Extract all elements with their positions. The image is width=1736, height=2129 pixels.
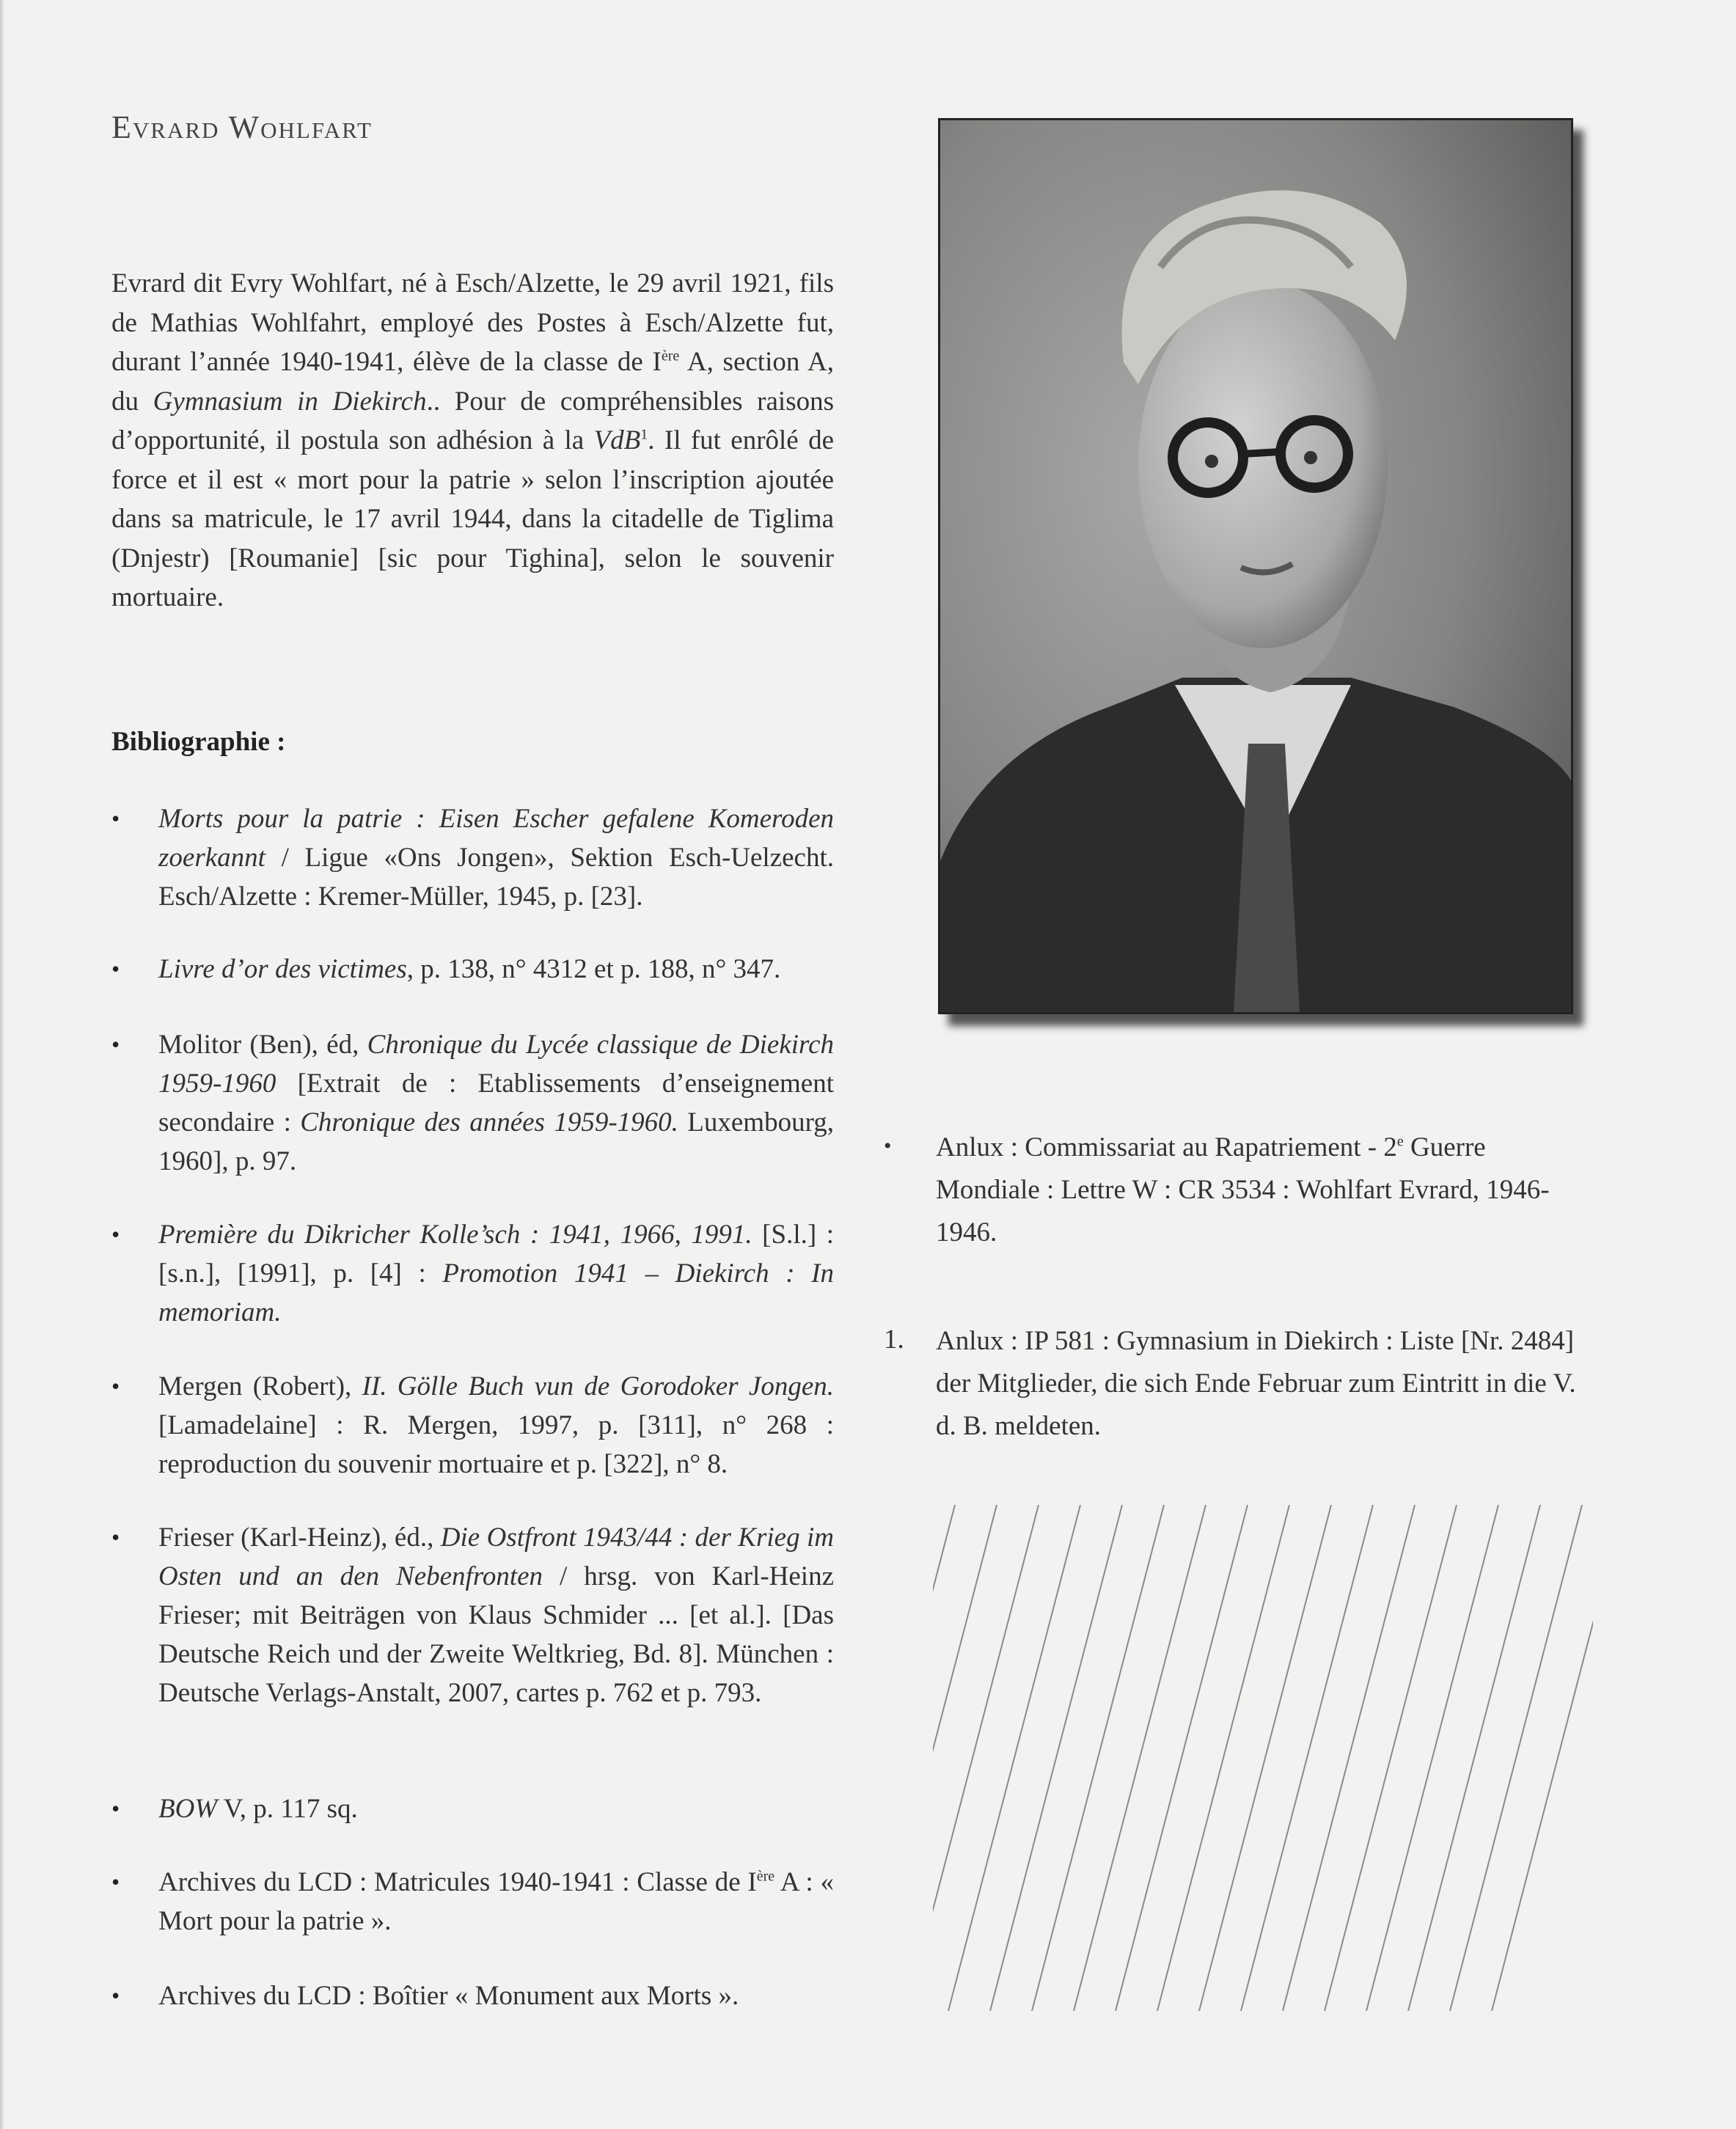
- italic-text: Chronique du Lycée classique de Diekirch 1959-1960: [158, 1030, 834, 1099]
- bullet-icon: •: [111, 805, 120, 832]
- hatch-line: [1116, 1505, 1248, 2011]
- italic-text: Gymnasium in Diekirch: [153, 386, 427, 417]
- hatch-line: [933, 1505, 1039, 2011]
- text-segment: [Lamadelaine] : R. Mergen, 1997, p. [311], n° 268 : reproduction du souvenir mortuaire et p. [322], n° 8.: [158, 1410, 834, 1479]
- hatch-line: [948, 1505, 1080, 2011]
- hatch-line: [1450, 1505, 1582, 2011]
- text-segment: Evrard dit Evry Wohlfart, né à Esch/Alzette, le 29 avril 1921, fils de Mathias Wohlfahrt, employé des Postes à Esch/Alzette fut, durant l’année 1940-1941, élève de la classe de I: [111, 268, 834, 377]
- hatch-line: [933, 1505, 955, 2011]
- footnote-text: [936, 1320, 1593, 1448]
- text-segment: Luxembourg, 1960], p. 97.: [158, 1107, 834, 1176]
- page-title: Evrard Wohlfart: [111, 109, 373, 145]
- text-segment: Archives du LCD : Boîtier « Monument aux Morts ».: [158, 1981, 739, 2011]
- text-segment: A, section A, du: [111, 347, 834, 417]
- bibliography-entry: [158, 1976, 834, 2015]
- text-segment: . Il fut enrôlé de force et il est « mort pour la patrie » selon l’inscription ajoutée dans sa matricule, le 17 avril 1944, dans la citadelle de Tiglima (Dnjestr) [Roumanie] [sic pour Tighina], selon le souvenir mortuaire.: [111, 425, 834, 612]
- bullet-icon: •: [111, 1524, 120, 1550]
- text-segment: , p. 138, n° 4312 et p. 188, n° 347.: [406, 954, 781, 984]
- text-segment: Anlux : IP 581 : Gymnasium in Diekirch : Liste [Nr. 2484] der Mitglieder, die sich Ende Februar zum Eintritt in die V. d. B. meldeten.: [936, 1326, 1576, 1441]
- text-segment: / Ligue «Ons Jongen», Sektion Esch-Uelzecht. Esch/Alzette : Kremer-Müller, 1945, p. [23].: [158, 843, 834, 912]
- bullet-icon: •: [111, 1795, 120, 1822]
- hatch-line: [990, 1505, 1122, 2011]
- hatch-line: [1408, 1505, 1540, 2011]
- hatch-line: [1366, 1505, 1498, 2011]
- text-segment: Frieser (Karl-Heinz), éd.,: [158, 1522, 441, 1553]
- bullet-icon: •: [111, 1869, 120, 1895]
- text-segment: / hrsg. von Karl-Heinz Frieser; mit Beiträgen von Klaus Schmider ... [et al.]. [Das Deutsche Reich und der Zweite Weltkrieg, Bd. 8]. München : Deutsche Verlags-Anstalt, 2007, cartes p. 762 et p. 793.: [158, 1561, 834, 1708]
- bibliography-entry: [158, 1367, 834, 1484]
- hatch-line: [1325, 1505, 1457, 2011]
- text-segment: Guerre Mondiale : Lettre W : CR 3534 : Wohlfart Evrard, 1946-1946.: [936, 1132, 1550, 1247]
- hatch-line: [1492, 1505, 1593, 2011]
- bibliography-heading: Bibliographie :: [111, 727, 286, 757]
- bibliography-entry: [158, 1863, 834, 1941]
- bibliography-entry: [158, 950, 834, 989]
- superscript: ère: [661, 348, 680, 364]
- italic-text: Morts pour la patrie : Eisen Escher gefalene Komeroden zoerkannt: [158, 804, 834, 873]
- italic-text: Die Ostfront 1943/44 : der Krieg im Osten und an den Nebenfronten: [158, 1522, 835, 1591]
- hatch-line: [1032, 1505, 1164, 2011]
- portrait-photo: [938, 118, 1573, 1014]
- italic-text: II. Gölle Buch vun de Gorodoker Jongen.: [362, 1371, 834, 1401]
- italic-text: Promotion 1941 – Diekirch : In memoriam.: [158, 1258, 835, 1327]
- text-segment: Archives du LCD : Matricules 1940-1941 : Classe de I: [158, 1867, 757, 1897]
- text-segment: Molitor (Ben), éd,: [158, 1030, 367, 1060]
- hatch-line: [1241, 1505, 1373, 2011]
- hatch-line: [1283, 1505, 1415, 2011]
- portrait-image: [940, 120, 1571, 1012]
- bibliography-entry: [158, 1789, 834, 1828]
- text-segment: A : « Mort pour la patrie ».: [158, 1867, 834, 1936]
- superscript: 1: [640, 426, 648, 443]
- superscript: e: [1396, 1133, 1404, 1150]
- archive-reference-text: [936, 1126, 1593, 1254]
- superscript: ère: [756, 1868, 775, 1885]
- italic-text: Première du Dikricher Kolle’sch : 1941, 1966, 1991.: [158, 1220, 752, 1250]
- bullet-icon: •: [111, 1373, 120, 1399]
- bullet-icon: •: [111, 956, 120, 982]
- page-edge: [0, 0, 4, 2129]
- italic-text: BOW: [158, 1794, 218, 1824]
- text-segment: .. Pour de compréhensibles raisons d’opportunité, il postula son adhésion à la: [111, 386, 835, 455]
- text-segment: V, p. 117 sq.: [217, 1794, 358, 1824]
- hatch-line: [1074, 1505, 1206, 2011]
- bibliography-entry: [158, 1025, 834, 1181]
- italic-text: Livre d’or des victimes: [158, 954, 407, 984]
- hatch-pattern: [933, 1505, 1593, 2011]
- hatch-line: [1157, 1505, 1289, 2011]
- bibliography-entry: [158, 799, 834, 916]
- bullet-icon: •: [884, 1134, 892, 1158]
- bullet-icon: •: [111, 1982, 120, 2009]
- bullet-icon: •: [111, 1221, 120, 1247]
- text-segment: [S.l.] : [s.n.], [1991], p. [4] :: [158, 1220, 834, 1289]
- bibliography-entry: [158, 1518, 834, 1712]
- bibliography-entry: [158, 1215, 834, 1332]
- hatch-line: [1199, 1505, 1331, 2011]
- italic-text: Chronique des années 1959-1960.: [300, 1107, 678, 1137]
- text-segment: Anlux : Commissariat au Rapatriement - 2: [936, 1132, 1397, 1162]
- italic-text: VdB: [593, 425, 641, 455]
- bullet-icon: •: [111, 1031, 120, 1058]
- hatch-line: [933, 1505, 997, 2011]
- biography-paragraph: [111, 264, 834, 618]
- footnote-number: 1.: [884, 1324, 904, 1355]
- text-segment: [Extrait de : Etablissements d’enseignement secondaire :: [158, 1069, 834, 1137]
- text-segment: Mergen (Robert),: [158, 1371, 362, 1401]
